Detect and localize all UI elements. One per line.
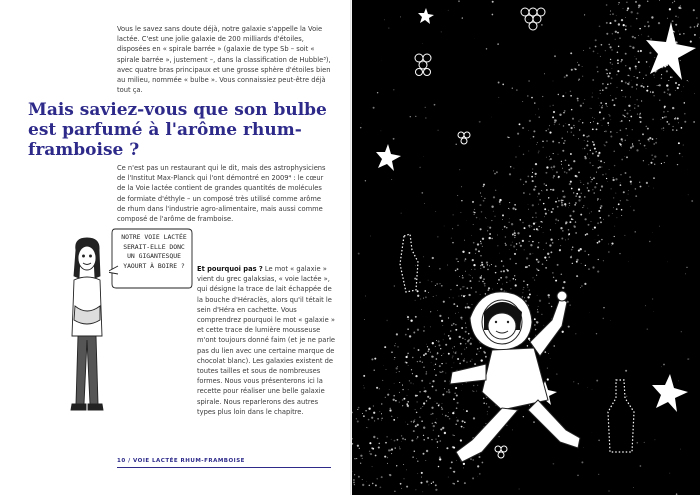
right-page	[352, 0, 700, 495]
section-heading: Mais saviez-vous que son bulbe est parfumé à l'arôme rhum-framboise ?	[28, 100, 327, 160]
girl-illustration	[62, 236, 112, 416]
body-paragraph-2-lead: Et pourquoi pas ?	[197, 265, 263, 273]
page-footer: 10 / VOIE LACTÉE RHUM-FRAMBOISE	[117, 458, 245, 464]
footer-rule	[117, 467, 331, 468]
body-paragraph-2	[197, 264, 337, 417]
intro-paragraph: Vous le savez sans doute déjà, notre galaxie s'appelle la Voie lactée. C'est une jolie galaxie de 200 milliards d'étoiles, disposées en « spirale barrée » (galaxie de type Sb – soit « spirale barrée », justement –, dans la classification de Hubble³), avec quatre bras principaux et une grosse sphère d'étoiles bien au milieu, nommée « bulbe ». Vous connaissiez peut-être déjà tout ça.	[117, 25, 331, 95]
milky-way-illustration	[352, 0, 700, 495]
body-paragraph-1: Ce n'est pas un restaurant qui le dit, mais des astrophysiciens de l'Institut Max-Planck qui l'ont démontré en 2009⁴ : le cœur de la Voie lactée contient de grandes quantités de molécules de formiate d'éthyle – un composé très utilisé comme arôme de rhum dans l'industrie agro-alimentaire, mais aussi comme composé de l'arôme de framboise.	[117, 164, 326, 224]
speech-bubble-text: NOTRE VOIE LACTÉE SERAIT-ELLE DONC UN GIGANTESQUE YAOURT À BOIRE ?	[121, 233, 187, 270]
body-paragraph-2-text: Le mot « galaxie » vient du grec galaksias, « voie lactée », qui désigne la trace de lait échappée de la bouche d'Héraclès, alors qu'il tétait le sein d'Héra en cachette. Vous comprendrez pourquoi le mot « galaxie » et cette trace de lumière mousseuse m'ont toujours donné faim (et je ne parle pas du lien avec une certaine marque de chocolat blanc). Les galaxies existent de toutes tailles et sous de nombreuses formes. Nous vous présenterons ici la recette pour réaliser une belle galaxie spirale. Nous reparlerons des autres types plus loin dans le chapitre.	[197, 265, 336, 416]
